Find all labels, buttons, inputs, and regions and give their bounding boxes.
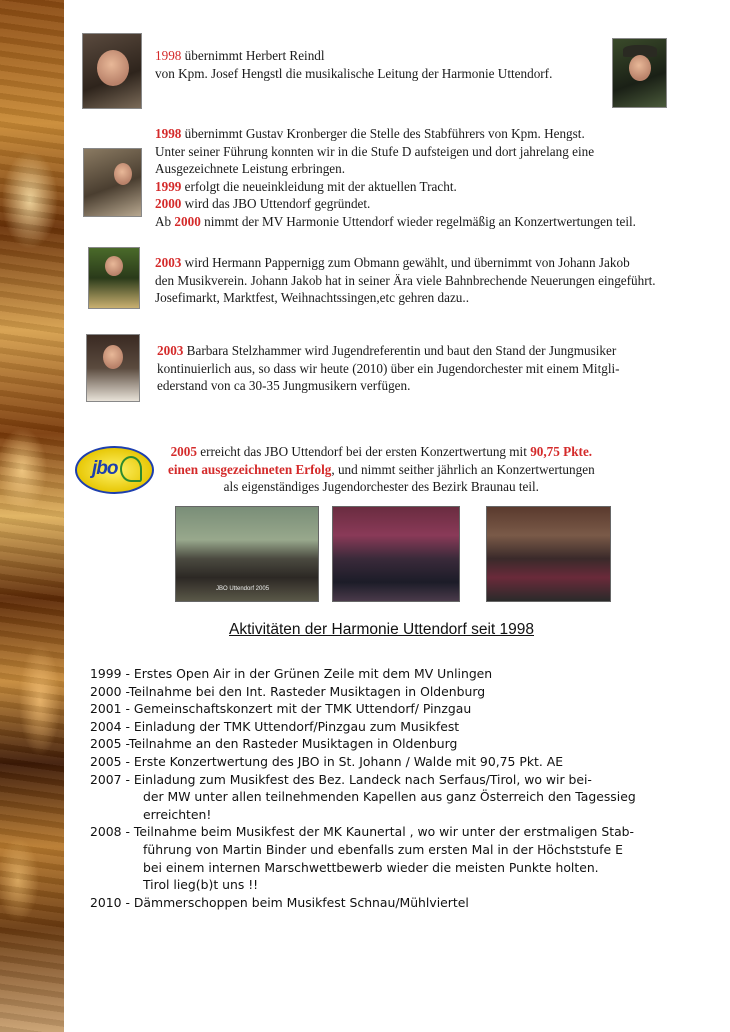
- jbo-logo-icon: [75, 446, 154, 494]
- list-item: 2007 - Einladung zum Musikfest des Bez. Landeck nach Serfaus/Tirol, wo wir bei-: [90, 771, 592, 787]
- year-label: 2000: [174, 213, 201, 229]
- entry-pappernigg: 2003 wird Hermann Pappernigg zum Obmann gewählt, und übernimmt von Johann Jakob den Musikverein. Johann Jakob hat in seiner Ära viele Bahnbrechende Neuerungen eingeführt. Josefimarkt, Marktfest, Weihnachtssingen,etc gehren dazu..: [155, 255, 656, 306]
- saxophone-decor-band: [0, 0, 64, 1032]
- list-item: 2004 - Einladung der TMK Uttendorf/Pinzgau zum Musikfest: [90, 718, 460, 734]
- list-item-continuation: der MW unter allen teilnehmenden Kapellen aus ganz Österreich den Tagessieg: [143, 789, 636, 805]
- year-label: 1999: [155, 178, 182, 194]
- list-item-continuation: führung von Martin Binder und ebenfalls zum ersten Mal in der Höchststufe E: [143, 841, 623, 857]
- list-item: 1999 - Erstes Open Air in der Grünen Zeile mit dem MV Unlingen: [90, 666, 493, 681]
- list-item-continuation: bei einem internen Marschwettbewerb wieder die meisten Punkte holten.: [143, 859, 599, 875]
- entry-reindl: 1998 übernimmt Herbert Reindl von Kpm. Josef Hengstl die musikalische Leitung der Harmonie Uttendorf.: [155, 48, 553, 81]
- portrait-josef-hengstl: [612, 38, 667, 108]
- entry-kronberger: 1998 übernimmt Gustav Kronberger die Stelle des Stabführers von Kpm. Hengst. Unter seiner Führung konnten wir in die Stufe D aufsteigen und dort jahrelang eine Ausgezeichnete Leistung erbringen. 1999 erfolgt die neueinkleidung mit der aktuellen Tracht. 2000 wird das JBO Uttendorf gegründet. Ab 2000 nimmt der MV Harmonie Uttendorf wieder regelmäßig an Konzertwertungen teil.: [155, 126, 636, 229]
- list-item: 2000 -Teilnahme bei den Int. Rasteder Musiktagen in Oldenburg: [90, 683, 486, 699]
- entry-stelzhammer: 2003 Barbara Stelzhammer wird Jugendreferentin und baut den Stand der Jungmusiker kontinuierlich aus, so dass wir heute (2010) über ein Jugendorchester mit einem Mitgli- ederstand von ca 30-35 Jungmusikern verfügen.: [157, 343, 620, 394]
- photo-concert-hall: [486, 506, 611, 602]
- points-label: 90,75 Pkte.: [530, 444, 593, 459]
- year-label: 2003: [155, 255, 182, 270]
- list-item: 2010 - Dämmerschoppen beim Musikfest Schnau/Mühlviertel: [90, 894, 469, 910]
- photo-barbara-stelzhammer: [86, 334, 140, 402]
- year-label: 1998: [155, 48, 182, 63]
- entry-jbo: 2005 erreicht das JBO Uttendorf bei der ersten Konzertwertung mit 90,75 Pkte. einen ausgezeichneten Erfolg, und nimmt seither jährlich an Konzertwertungen als eigenständiges Jugendorchester des Bezirk Braunau teil.: [168, 444, 595, 495]
- activities-list: [90, 665, 636, 911]
- list-item: 2008 - Teilnahme beim Musikfest der MK Kaunertal , wo wir unter der erstmaligen Stab-: [90, 824, 635, 840]
- year-label: 2005: [170, 444, 197, 459]
- activities-heading: Aktivitäten der Harmonie Uttendorf seit 1998: [229, 621, 534, 638]
- logo-text: jbo: [92, 458, 118, 479]
- year-label: 2000: [155, 196, 182, 212]
- list-item: 2001 - Gemeinschaftskonzert mit der TMK Uttendorf/ Pinzgau: [90, 701, 472, 717]
- portrait-herbert-reindl: [82, 33, 142, 109]
- photo-hermann-pappernigg: [88, 247, 140, 309]
- year-label: 2003: [157, 343, 184, 358]
- photo-gustav-kronberger: [83, 148, 142, 217]
- photo-caption: JBO Uttendorf 2005: [216, 586, 270, 592]
- list-item-continuation: Tirol lieg(b)t uns !!: [143, 877, 259, 893]
- list-item: 2005 -Teilnahme an den Rasteder Musiktagen in Oldenburg: [90, 736, 458, 752]
- photo-concert-stage: [332, 506, 460, 602]
- list-item-continuation: erreichten!: [143, 806, 212, 822]
- year-label: 1998: [155, 126, 182, 141]
- list-item: 2005 - Erste Konzertwertung des JBO in St. Johann / Walde mit 90,75 Pkt. AE: [90, 753, 564, 769]
